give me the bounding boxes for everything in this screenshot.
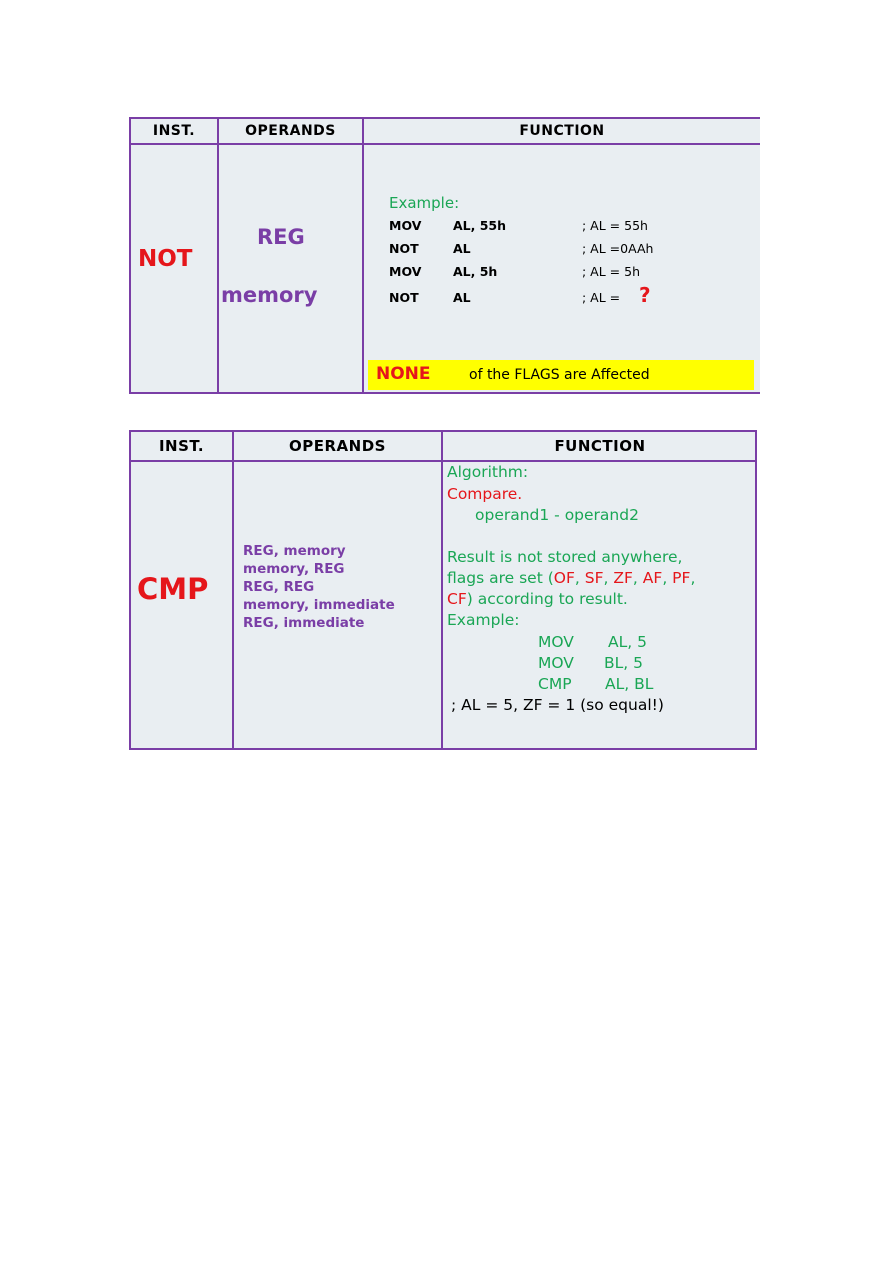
flags-note [368, 360, 754, 390]
flag-of: OF [553, 569, 575, 587]
result-comment: ; AL = 5, ZF = 1 (so equal!) [451, 696, 664, 714]
operand-item: memory, immediate [243, 597, 395, 613]
example-label: Example: [389, 194, 460, 212]
flag-af: AF [642, 569, 663, 587]
code-comment: ; AL = [582, 290, 621, 305]
code-comment: ; AL = 55h [582, 218, 648, 233]
code-op: MOV [538, 654, 574, 672]
compare-label: Compare. [447, 485, 523, 503]
result-line-2: flags are set (OF, SF, ZF, AF, PF, [447, 569, 696, 587]
column-divider [441, 432, 443, 748]
code-op: MOV [389, 264, 422, 279]
flags-note-text: of the FLAGS are Affected [469, 367, 650, 383]
code-args: AL, 5 [608, 633, 647, 651]
operand-reg: REG [257, 225, 305, 249]
header-operands: OPERANDS [289, 437, 386, 455]
result-text: ) according to result. [466, 590, 628, 608]
code-op: CMP [538, 675, 572, 693]
flag-pf: PF [672, 569, 691, 587]
code-args: AL [453, 241, 471, 256]
not-instruction-table [129, 117, 760, 394]
operand-item: REG, memory [243, 543, 346, 559]
code-op: MOV [389, 218, 422, 233]
column-divider [755, 432, 757, 748]
code-comment: ; AL = 5h [582, 264, 640, 279]
code-args: AL, 55h [453, 218, 507, 233]
header-inst: INST. [152, 123, 196, 139]
operand-item: REG, immediate [243, 615, 365, 631]
column-divider [362, 119, 364, 392]
operation-text: operand1 - operand2 [475, 506, 639, 524]
code-op: MOV [538, 633, 574, 651]
header-function: FUNCTION [554, 437, 646, 455]
flag-cf: CF [447, 590, 467, 608]
flags-note-none: NONE [376, 364, 431, 384]
result-text: flags are set ( [447, 569, 554, 587]
header-operands: OPERANDS [245, 123, 336, 139]
column-divider [232, 432, 234, 748]
flag-sf: SF [584, 569, 604, 587]
flag-zf: ZF [613, 569, 633, 587]
question-mark: ? [639, 283, 651, 307]
code-args: AL [453, 290, 471, 305]
column-divider [217, 119, 219, 392]
result-line-3 [447, 589, 628, 610]
cmp-instruction-table [129, 430, 757, 750]
instruction-name: NOT [138, 246, 193, 272]
operand-item: REG, REG [243, 579, 315, 595]
header-inst: INST. [158, 437, 205, 455]
instruction-name: CMP [137, 572, 209, 606]
code-args: AL, 5h [453, 264, 498, 279]
operand-item: memory, REG [243, 561, 345, 577]
code-args: AL, BL [605, 675, 654, 693]
code-args: BL, 5 [604, 654, 643, 672]
result-line-1: Result is not stored anywhere, [447, 548, 683, 566]
table-header [131, 119, 760, 145]
operand-memory: memory [221, 283, 318, 307]
algorithm-label: Algorithm: [447, 463, 529, 481]
header-function: FUNCTION [519, 123, 605, 139]
code-comment: ; AL =0AAh [582, 241, 654, 256]
table-header [131, 432, 757, 462]
code-op: NOT [389, 290, 419, 305]
example-label: Example: [447, 611, 520, 629]
code-op: NOT [389, 241, 419, 256]
